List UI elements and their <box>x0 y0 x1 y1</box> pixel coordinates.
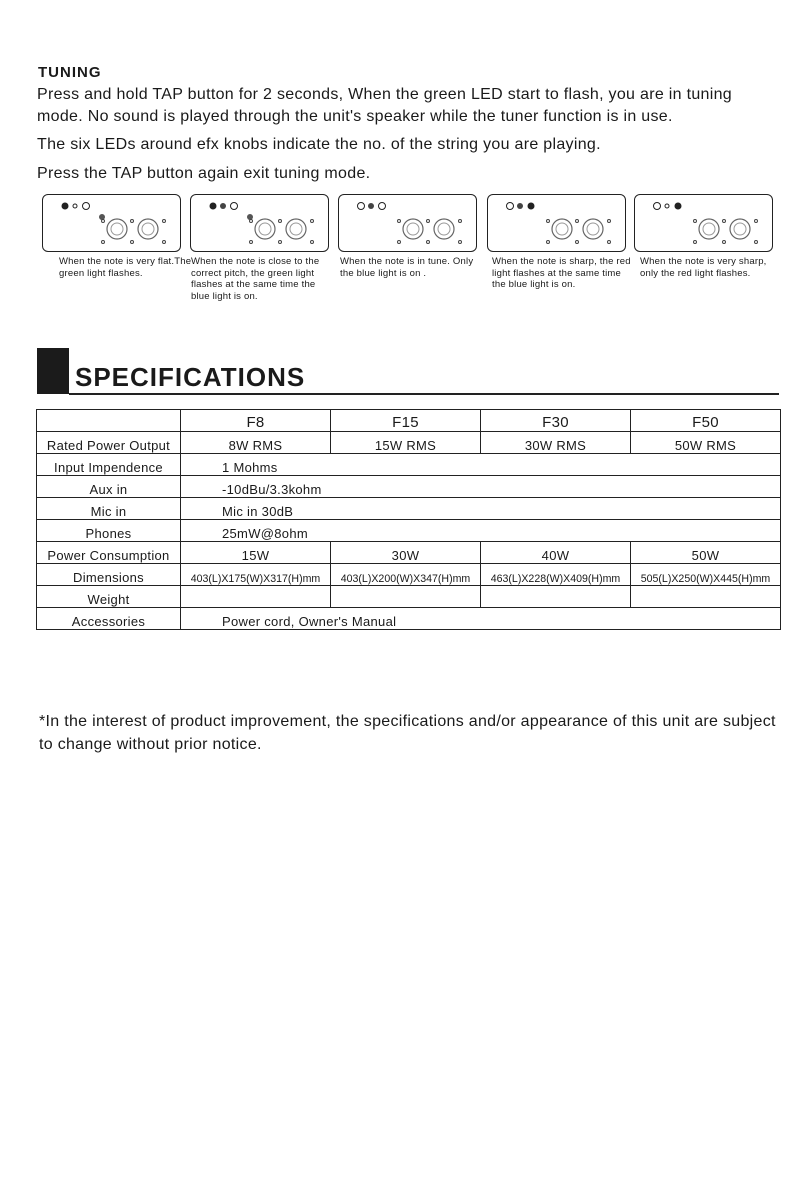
caption-close-pitch: When the note is close to the correct pitch, the green light flashes at the same time the blue light is on. <box>191 256 320 302</box>
section-marker-block <box>37 348 69 394</box>
aux-in-value: -10dBu/3.3kohm <box>181 476 781 498</box>
rated-power-f50: 50W RMS <box>631 432 781 454</box>
phones-value: 25mW@8ohm <box>181 520 781 542</box>
header-model-f8: F8 <box>181 410 331 432</box>
caption-very-flat: When the note is very flat.The green light flashes. <box>59 256 192 279</box>
table-row <box>37 476 781 498</box>
header-model-f15: F15 <box>331 410 481 432</box>
panel-illustration-very-flat <box>42 194 181 252</box>
weight-f8 <box>181 586 331 608</box>
panel-illustration-sharp <box>487 194 626 252</box>
dimensions-f8: 403(L)X175(W)X317(H)mm <box>181 564 331 586</box>
row-label-aux-in: Aux in <box>37 476 181 498</box>
power-consumption-f30: 40W <box>481 542 631 564</box>
caption-sharp: When the note is sharp, the red light flashes at the same time the blue light is on. <box>492 256 631 290</box>
table-row <box>37 454 781 476</box>
weight-f15 <box>331 586 481 608</box>
table-row <box>37 608 781 630</box>
input-impedance-value: 1 Mohms <box>181 454 781 476</box>
power-consumption-f8: 15W <box>181 542 331 564</box>
power-consumption-f50: 50W <box>631 542 781 564</box>
weight-f30 <box>481 586 631 608</box>
table-row <box>37 432 781 454</box>
table-row <box>37 586 781 608</box>
rated-power-f15: 15W RMS <box>331 432 481 454</box>
tuning-instruction-exit: Press the TAP button again exit tuning mode. <box>37 165 371 182</box>
tuning-instruction-leds: The six LEDs around efx knobs indicate the no. of the string you are playing. <box>37 136 601 153</box>
row-label-weight: Weight <box>37 586 181 608</box>
header-model-f50: F50 <box>631 410 781 432</box>
row-label-dimensions: Dimensions <box>37 564 181 586</box>
specifications-table <box>36 409 781 630</box>
row-label-rated-power: Rated Power Output <box>37 432 181 454</box>
rated-power-f8: 8W RMS <box>181 432 331 454</box>
panel-illustration-in-tune <box>338 194 477 252</box>
table-row <box>37 498 781 520</box>
table-row <box>37 564 781 586</box>
rated-power-f30: 30W RMS <box>481 432 631 454</box>
tuning-heading: TUNING <box>38 64 102 81</box>
caption-in-tune: When the note is in tune. Only the blue light is on . <box>340 256 474 279</box>
panel-illustration-very-sharp <box>634 194 773 252</box>
specifications-heading: SPECIFICATIONS <box>75 362 306 392</box>
section-divider <box>69 393 779 395</box>
dimensions-f30: 463(L)X228(W)X409(H)mm <box>481 564 631 586</box>
mic-in-value: Mic in 30dB <box>181 498 781 520</box>
disclaimer-footnote: *In the interest of product improvement, the specifications and/or appearance of this unit are subject to change without prior notice. <box>39 713 776 753</box>
tuning-instruction-hold-tap: Press and hold TAP button for 2 seconds, When the green LED start to flash, you are in tuning mode. No sound is played through the unit's speaker while the tuner function is in use. <box>37 86 732 125</box>
table-header-row <box>37 410 781 432</box>
caption-very-sharp: When the note is very sharp, only the red light flashes. <box>640 256 767 279</box>
header-empty-cell <box>37 410 181 432</box>
dimensions-f15: 403(L)X200(W)X347(H)mm <box>331 564 481 586</box>
panel-illustration-close-pitch <box>190 194 329 252</box>
row-label-mic-in: Mic in <box>37 498 181 520</box>
row-label-power-consumption: Power Consumption <box>37 542 181 564</box>
accessories-value: Power cord, Owner's Manual <box>181 608 781 630</box>
row-label-phones: Phones <box>37 520 181 542</box>
weight-f50 <box>631 586 781 608</box>
row-label-input-impedance: Input Impendence <box>37 454 181 476</box>
power-consumption-f15: 30W <box>331 542 481 564</box>
dimensions-f50: 505(L)X250(W)X445(H)mm <box>631 564 781 586</box>
row-label-accessories: Accessories <box>37 608 181 630</box>
header-model-f30: F30 <box>481 410 631 432</box>
table-row <box>37 542 781 564</box>
table-row <box>37 520 781 542</box>
